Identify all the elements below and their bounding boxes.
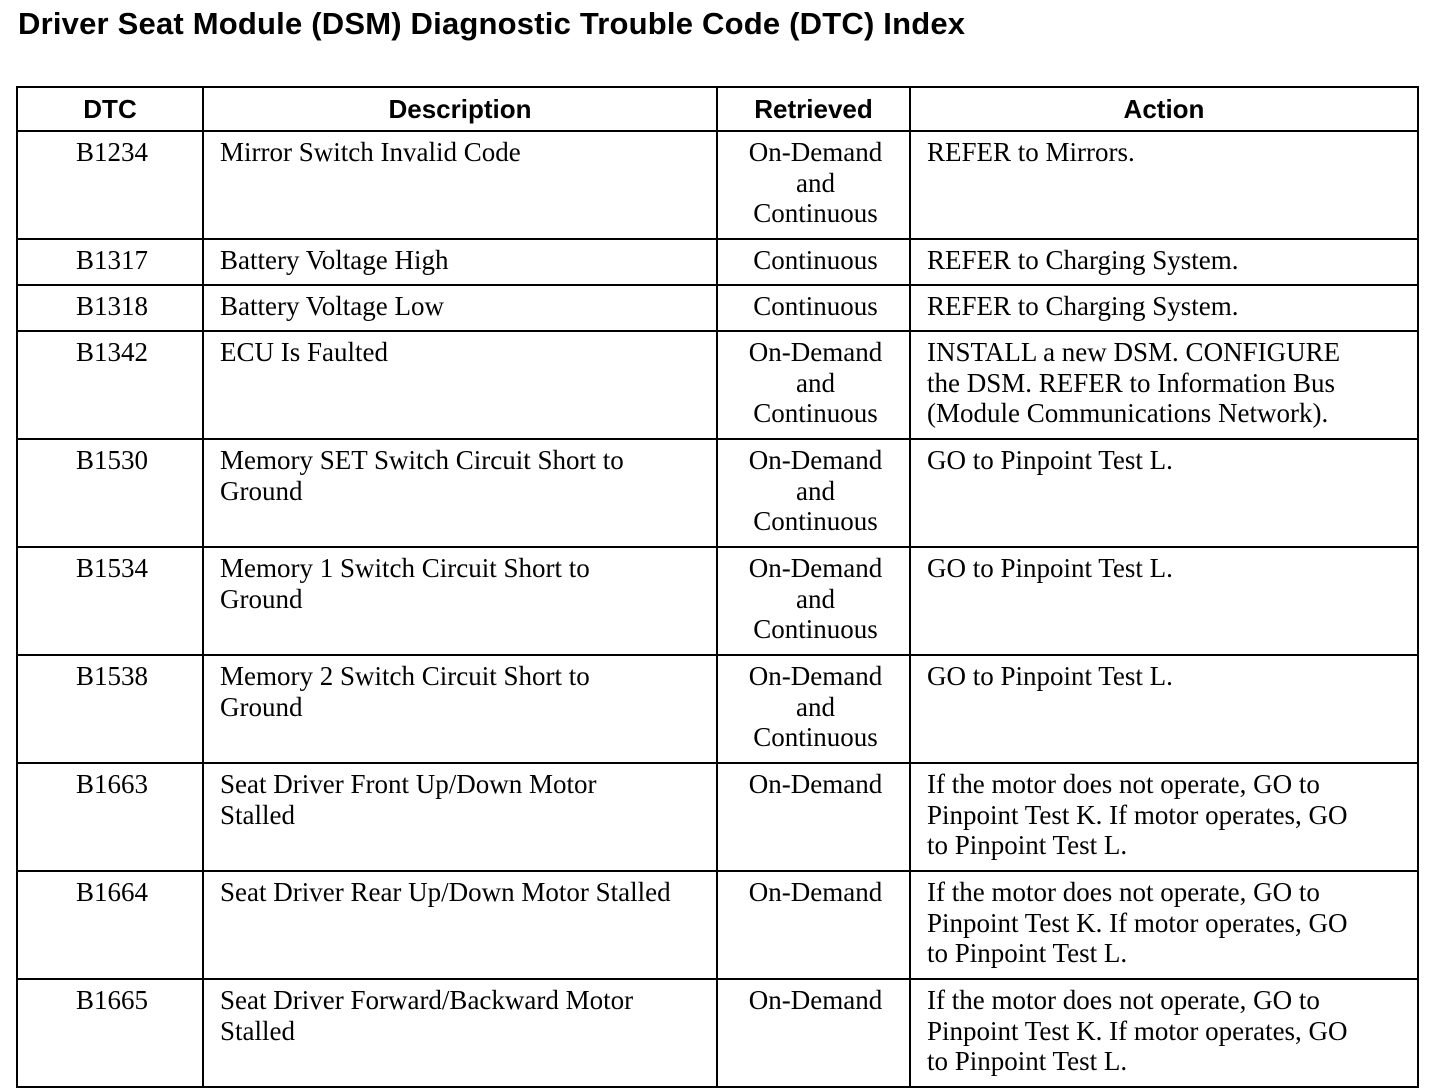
table-body <box>17 131 1418 1087</box>
table-row <box>17 871 1418 979</box>
retrieved-cell <box>717 331 910 439</box>
description-line: Memory 1 Switch Circuit Short to <box>220 553 590 583</box>
table-row <box>17 547 1418 655</box>
dtc-code-cell: B1665 <box>17 979 203 1087</box>
action-cell <box>910 439 1418 547</box>
action-cell <box>910 979 1418 1087</box>
action-line: to Pinpoint Test L. <box>927 830 1128 860</box>
action-line: If the motor does not operate, GO to <box>927 985 1320 1015</box>
description-cell <box>203 285 717 331</box>
retrieved-line: On-Demand <box>748 985 883 1015</box>
action-cell <box>910 285 1418 331</box>
retrieved-line: On-Demand <box>748 137 883 167</box>
table-row <box>17 285 1418 331</box>
action-cell <box>910 239 1418 285</box>
description-line: ECU Is Faulted <box>220 337 388 367</box>
description-line: Ground <box>220 475 303 506</box>
table-row <box>17 439 1418 547</box>
action-line: to Pinpoint Test L. <box>927 938 1128 968</box>
description-line: Stalled <box>220 799 295 830</box>
dtc-code-cell: B1234 <box>17 131 203 239</box>
action-line: If the motor does not operate, GO to <box>927 877 1320 907</box>
description-line: Stalled <box>220 1015 295 1046</box>
page-title: Driver Seat Module (DSM) Diagnostic Trouble Code (DTC) Index <box>18 6 966 41</box>
retrieved-line: Continuous <box>753 506 878 536</box>
table-row <box>17 331 1418 439</box>
header-action: Action <box>910 87 1418 131</box>
retrieved-cell <box>717 979 910 1087</box>
description-line: Battery Voltage Low <box>220 291 444 321</box>
action-cell <box>910 547 1418 655</box>
action-line: INSTALL a new DSM. CONFIGURE <box>927 337 1341 367</box>
action-line: GO to Pinpoint Test L. <box>927 661 1173 691</box>
header-dtc: DTC <box>17 87 203 131</box>
action-line: Pinpoint Test K. If motor operates, GO <box>927 1015 1348 1046</box>
dtc-code-cell: B1317 <box>17 239 203 285</box>
retrieved-cell <box>717 439 910 547</box>
dtc-code-cell: B1663 <box>17 763 203 871</box>
retrieved-cell <box>717 763 910 871</box>
description-line: Ground <box>220 691 303 722</box>
description-cell <box>203 131 717 239</box>
retrieved-cell <box>717 871 910 979</box>
retrieved-line: Continuous <box>753 291 878 321</box>
retrieved-line: Continuous <box>753 198 878 228</box>
retrieved-line: Continuous <box>753 398 878 428</box>
description-cell <box>203 439 717 547</box>
action-line: REFER to Mirrors. <box>927 137 1135 167</box>
table-row <box>17 979 1418 1087</box>
retrieved-line: On-Demand <box>748 877 883 907</box>
action-cell <box>910 331 1418 439</box>
table-row <box>17 239 1418 285</box>
retrieved-line: On-Demand <box>748 445 883 475</box>
dtc-code-cell: B1538 <box>17 655 203 763</box>
table-header-row <box>17 87 1418 131</box>
description-cell <box>203 979 717 1087</box>
dtc-code-cell: B1664 <box>17 871 203 979</box>
table-row <box>17 131 1418 239</box>
description-line: Memory SET Switch Circuit Short to <box>220 445 624 475</box>
retrieved-line: and <box>796 583 835 614</box>
retrieved-cell <box>717 285 910 331</box>
action-cell <box>910 871 1418 979</box>
description-cell <box>203 763 717 871</box>
action-cell <box>910 131 1418 239</box>
description-cell <box>203 239 717 285</box>
dtc-code-cell: B1342 <box>17 331 203 439</box>
action-line: If the motor does not operate, GO to <box>927 769 1320 799</box>
header-retrieved: Retrieved <box>717 87 910 131</box>
table-row <box>17 655 1418 763</box>
table-row <box>17 763 1418 871</box>
action-cell <box>910 763 1418 871</box>
header-description: Description <box>203 87 717 131</box>
retrieved-line: and <box>796 691 835 722</box>
dtc-code-cell: B1530 <box>17 439 203 547</box>
retrieved-line: Continuous <box>753 245 878 275</box>
retrieved-line: On-Demand <box>748 337 883 367</box>
description-line: Seat Driver Forward/Backward Motor <box>220 985 634 1015</box>
action-line: (Module Communications Network). <box>927 398 1329 428</box>
action-line: GO to Pinpoint Test L. <box>927 553 1173 583</box>
description-line: Ground <box>220 583 303 614</box>
description-line: Battery Voltage High <box>220 245 449 275</box>
retrieved-cell <box>717 239 910 285</box>
action-line: Pinpoint Test K. If motor operates, GO <box>927 799 1348 830</box>
action-line: Pinpoint Test K. If motor operates, GO <box>927 907 1348 938</box>
action-line: the DSM. REFER to Information Bus <box>927 367 1336 398</box>
dtc-index-table <box>16 86 1419 1088</box>
description-cell <box>203 331 717 439</box>
retrieved-line: and <box>796 475 835 506</box>
description-cell <box>203 871 717 979</box>
retrieved-line: On-Demand <box>748 553 883 583</box>
action-line: GO to Pinpoint Test L. <box>927 445 1173 475</box>
retrieved-line: and <box>796 167 835 198</box>
description-line: Seat Driver Rear Up/Down Motor Stalled <box>220 877 671 907</box>
description-line: Seat Driver Front Up/Down Motor <box>220 769 597 799</box>
retrieved-line: Continuous <box>753 722 878 752</box>
description-cell <box>203 655 717 763</box>
retrieved-cell <box>717 131 910 239</box>
retrieved-line: On-Demand <box>748 769 883 799</box>
description-line: Memory 2 Switch Circuit Short to <box>220 661 590 691</box>
retrieved-cell <box>717 547 910 655</box>
action-line: REFER to Charging System. <box>927 245 1239 275</box>
action-line: to Pinpoint Test L. <box>927 1046 1128 1076</box>
retrieved-line: Continuous <box>753 614 878 644</box>
action-cell <box>910 655 1418 763</box>
retrieved-line: On-Demand <box>748 661 883 691</box>
dtc-code-cell: B1318 <box>17 285 203 331</box>
dtc-code-cell: B1534 <box>17 547 203 655</box>
retrieved-line: and <box>796 367 835 398</box>
description-line: Mirror Switch Invalid Code <box>220 137 521 167</box>
action-line: REFER to Charging System. <box>927 291 1239 321</box>
description-cell <box>203 547 717 655</box>
retrieved-cell <box>717 655 910 763</box>
